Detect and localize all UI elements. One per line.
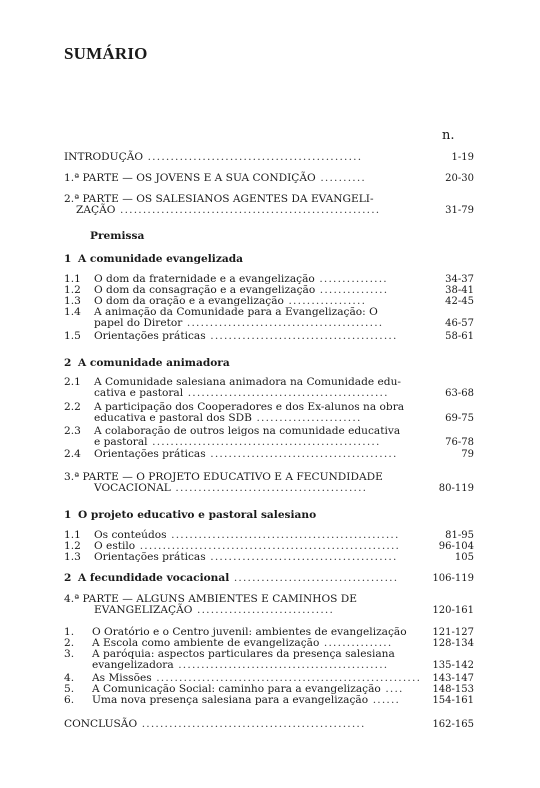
- entry-text: INTRODUÇÃO: [64, 151, 144, 163]
- toc-entry: 1. O Oratório e o Centro juvenil: ambientes de evangelização 121-127: [64, 626, 474, 638]
- entry-page: 20-30: [445, 173, 474, 184]
- toc-entry: 3. A paróquia: aspectos particulares da presença salesiana evangelizadora .............................................. 135-142: [64, 648, 474, 671]
- toc-entry: 2.4 Orientações práticas ......................................... 79: [64, 448, 474, 460]
- subheading-premissa: Premissa: [90, 230, 145, 242]
- toc-entry: 1.2 O dom da consagração e a evangelização ............... 38-41: [64, 284, 474, 296]
- toc-entry: 2. A Escola como ambiente de evangelização ............... 128-134: [64, 637, 474, 649]
- toc-entry: 1.5 Orientações práticas ......................................... 58-61: [64, 330, 474, 342]
- toc-entry: 2.3 A colaboração de outros leigos na comunidade educativa e pastoral .................................................. 76-78: [64, 425, 474, 448]
- toc-entry: 1.3 O dom da oração e a evangelização ................. 42-45: [64, 295, 474, 307]
- entry-page: 1-19: [451, 152, 474, 163]
- entry-text-line-2: ZAÇÃO: [76, 204, 116, 216]
- page-column-label: n.: [442, 128, 455, 143]
- toc-entry: 1.2 O estilo ......................................................... 96-104: [64, 540, 474, 552]
- toc-entry: 2.1 A Comunidade salesiana animadora na Comunidade edu- cativa e pastoral ............................................ 63-68: [64, 376, 474, 399]
- toc-entry: 5. A Comunicação Social: caminho para a evangelização .... 148-153: [64, 683, 474, 695]
- toc-entry: 6. Uma nova presença salesiana para a evangelização ...... 154-161: [64, 694, 474, 706]
- entry-page: 31-79: [445, 205, 474, 216]
- section-heading: 2 A comunidade animadora: [64, 357, 230, 369]
- entry-text: 1.ª PARTE — OS JOVENS E A SUA CONDIÇÃO: [64, 172, 316, 184]
- toc-entry-conclusion: CONCLUSÃO ................................................. 162-165: [64, 718, 474, 730]
- section-heading: 1 A comunidade evangelizada: [64, 253, 243, 265]
- toc-entry-part-1: 1.ª PARTE — OS JOVENS E A SUA CONDIÇÃO .......... 20-30: [64, 172, 474, 184]
- toc-entry: 1.1 Os conteúdos .................................................. 81-95: [64, 529, 474, 541]
- page-title: SUMÁRIO: [64, 44, 148, 63]
- toc-entry: 2.2 A participação dos Cooperadores e dos Ex-alunos na obra educativa e pastoral dos SDB ....................... 69-75: [64, 401, 474, 424]
- toc-entry: 1.4 A animação da Comunidade para a Evangelização: O papel do Diretor ........................................... 46-57: [64, 306, 474, 329]
- toc-entry-section-heading: 2 A fecundidade vocacional .................................... 106-119: [64, 572, 474, 584]
- toc-entry: 1.1 O dom da fraternidade e a evangelização ............... 34-37: [64, 273, 474, 285]
- entry-text-line-1: 2.ª PARTE — OS SALESIANOS AGENTES DA EVANGELI-: [64, 193, 374, 205]
- toc-entry-introduction: INTRODUÇÃO ............................................... 1-19: [64, 151, 474, 163]
- toc-entry-part-4: 4.ª PARTE — ALGUNS AMBIENTES E CAMINHOS DE EVANGELIZAÇÃO .............................. 120-161: [64, 593, 474, 616]
- section-heading: 1 O projeto educativo e pastoral salesiano: [64, 509, 317, 521]
- toc-entry-part-3: 3.ª PARTE — O PROJETO EDUCATIVO E A FECUNDIDADE VOCACIONAL .......................................... 80-119: [64, 471, 474, 494]
- toc-entry-part-2: 2.ª PARTE — OS SALESIANOS AGENTES DA EVANGELI- ZAÇÃO ......................................................... 31-79: [64, 193, 474, 216]
- toc-entry: 1.3 Orientações práticas ......................................... 105: [64, 551, 474, 563]
- toc-entry: 4. As Missões .......................................................... 143-147: [64, 672, 474, 684]
